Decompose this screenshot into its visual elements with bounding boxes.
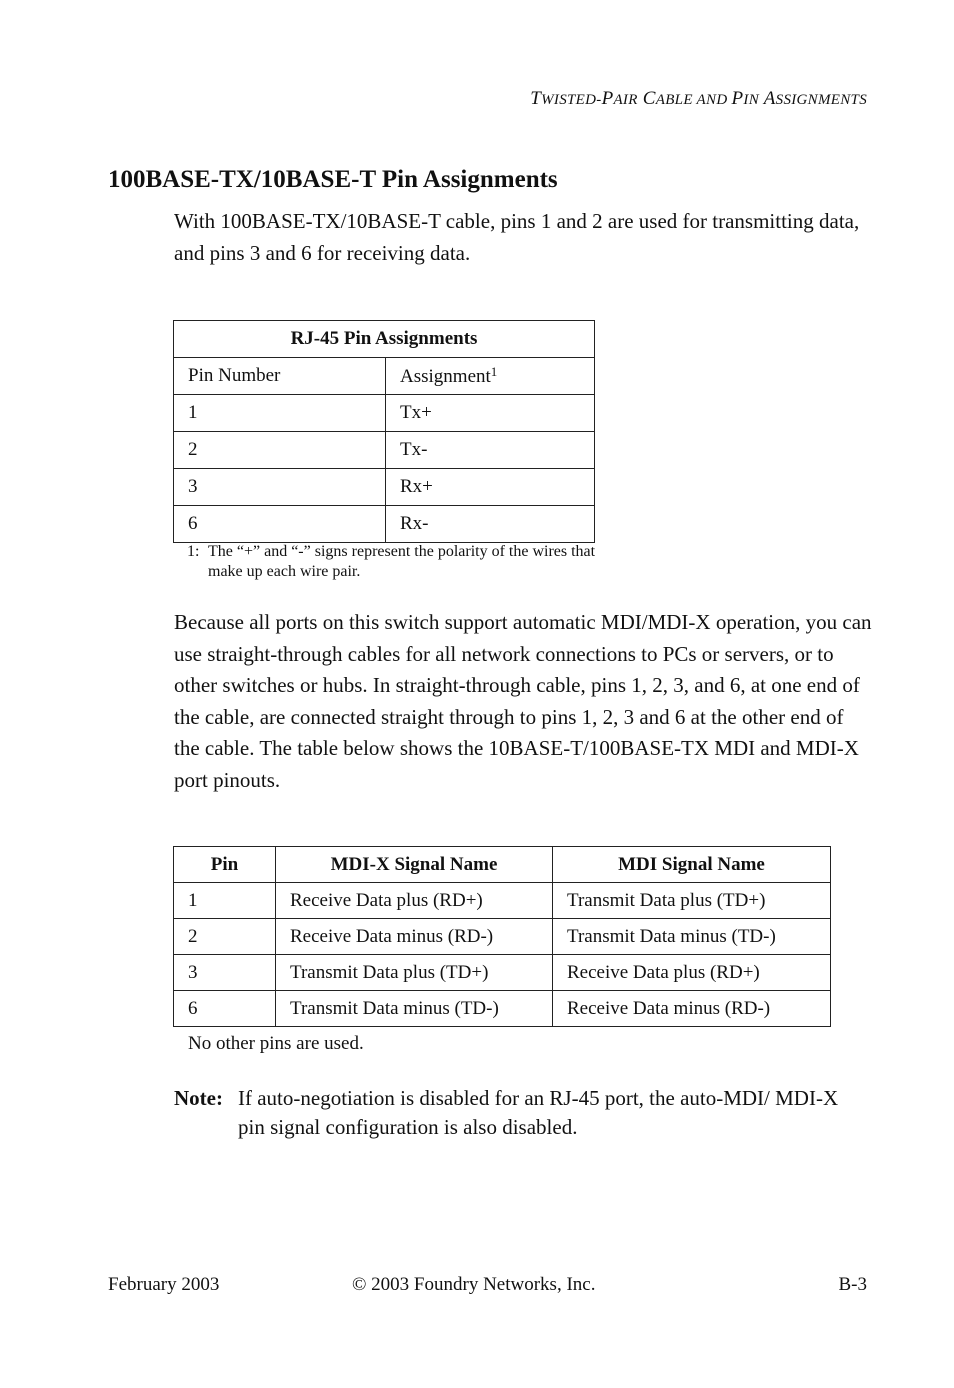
header-part: A <box>763 88 776 109</box>
table-note: No other pins are used. <box>188 1033 364 1054</box>
assignment-cell: Rx+ <box>386 469 595 506</box>
mdi-cell: Transmit Data minus (TD-) <box>553 919 831 955</box>
footnote-marker: 1 <box>490 364 498 379</box>
mdi-cell: Receive Data plus (RD+) <box>553 955 831 991</box>
table-row <box>174 955 831 991</box>
footnote-text: The “+” and “-” signs represent the polarity of the wires that make up each wire pair. <box>208 543 596 580</box>
section-title: 100BASE-TX/10BASE-T Pin Assignments <box>108 166 558 193</box>
table-row <box>174 883 831 919</box>
mdix-cell: Receive Data plus (RD+) <box>276 883 553 919</box>
header-part: ABLE <box>655 92 693 108</box>
table-caption-row <box>174 321 595 358</box>
table-row <box>174 395 595 432</box>
pin-cell: 2 <box>174 432 386 469</box>
table-header-row <box>174 358 595 395</box>
column-header-pin: Pin Number <box>174 358 386 395</box>
column-header-pin: Pin <box>174 847 276 883</box>
assignment-label: Assignment <box>400 366 491 387</box>
table-row <box>174 991 831 1027</box>
footer-page-number: B-3 <box>838 1274 867 1295</box>
mdi-cell: Transmit Data plus (TD+) <box>553 883 831 919</box>
header-part: P <box>601 88 614 109</box>
pin-cell: 1 <box>174 883 276 919</box>
mdi-cell: Receive Data minus (RD-) <box>553 991 831 1027</box>
table-row <box>174 919 831 955</box>
header-part: P <box>731 88 744 109</box>
pin-cell: 1 <box>174 395 386 432</box>
mdi-pinout-table <box>173 846 831 1027</box>
pin-cell: 3 <box>174 955 276 991</box>
header-part: - <box>596 92 602 108</box>
assignment-cell: Rx- <box>386 506 595 543</box>
running-header <box>530 88 867 110</box>
table-row <box>174 469 595 506</box>
column-header-mdi: MDI Signal Name <box>553 847 831 883</box>
assignment-cell: Tx+ <box>386 395 595 432</box>
note-block <box>174 1084 854 1142</box>
pin-cell: 6 <box>174 991 276 1027</box>
pin-cell: 2 <box>174 919 276 955</box>
header-part: C <box>642 88 656 109</box>
mdi-explanation-paragraph: Because all ports on this switch support automatic MDI/MDI-X operation, you can use straight-through cables for all network connections to PCs or servers, or to other switches or hubs. In straight-through cable, pins 1, 2, 3, and 6, at one end of the cable, are connected straight through to pins 1, 2, 3 and 6 at the other end of the cable. The table below shows the 10BASE-T/100BASE-TX MDI and MDI-X port pinouts. <box>174 610 872 792</box>
mdix-cell: Receive Data minus (RD-) <box>276 919 553 955</box>
note-text: If auto-negotiation is disabled for an RJ-45 port, the auto-MDI/ MDI-X pin signal configuration is also disabled. <box>238 1086 839 1139</box>
mdix-cell: Transmit Data plus (TD+) <box>276 955 553 991</box>
footer-copyright: © 2003 Foundry Networks, Inc. <box>352 1274 596 1295</box>
header-part: WISTED <box>541 92 597 108</box>
table-caption: RJ-45 Pin Assignments <box>174 321 595 358</box>
pin-cell: 3 <box>174 469 386 506</box>
table-row <box>174 432 595 469</box>
header-part: IN <box>743 92 760 108</box>
header-part: SSIGNMENTS <box>775 92 867 108</box>
assignment-cell: Tx- <box>386 432 595 469</box>
column-header-assignment <box>386 358 595 395</box>
rj45-pin-table <box>173 320 595 543</box>
footnote-number: 1: <box>187 543 200 560</box>
table-header-row <box>174 847 831 883</box>
header-part: T <box>530 88 542 109</box>
intro-paragraph: With 100BASE-TX/10BASE-T cable, pins 1 and 2 are used for transmitting data, and pins 3 and 6 for receiving data. <box>174 209 860 265</box>
footer-date: February 2003 <box>108 1274 220 1295</box>
mdix-cell: Transmit Data minus (TD-) <box>276 991 553 1027</box>
table-footnote <box>187 542 607 582</box>
note-label: Note: <box>174 1086 223 1110</box>
header-part: AIR <box>613 92 638 108</box>
table-row <box>174 506 595 543</box>
pin-cell: 6 <box>174 506 386 543</box>
header-part: AND <box>692 92 732 108</box>
column-header-mdix: MDI-X Signal Name <box>276 847 553 883</box>
